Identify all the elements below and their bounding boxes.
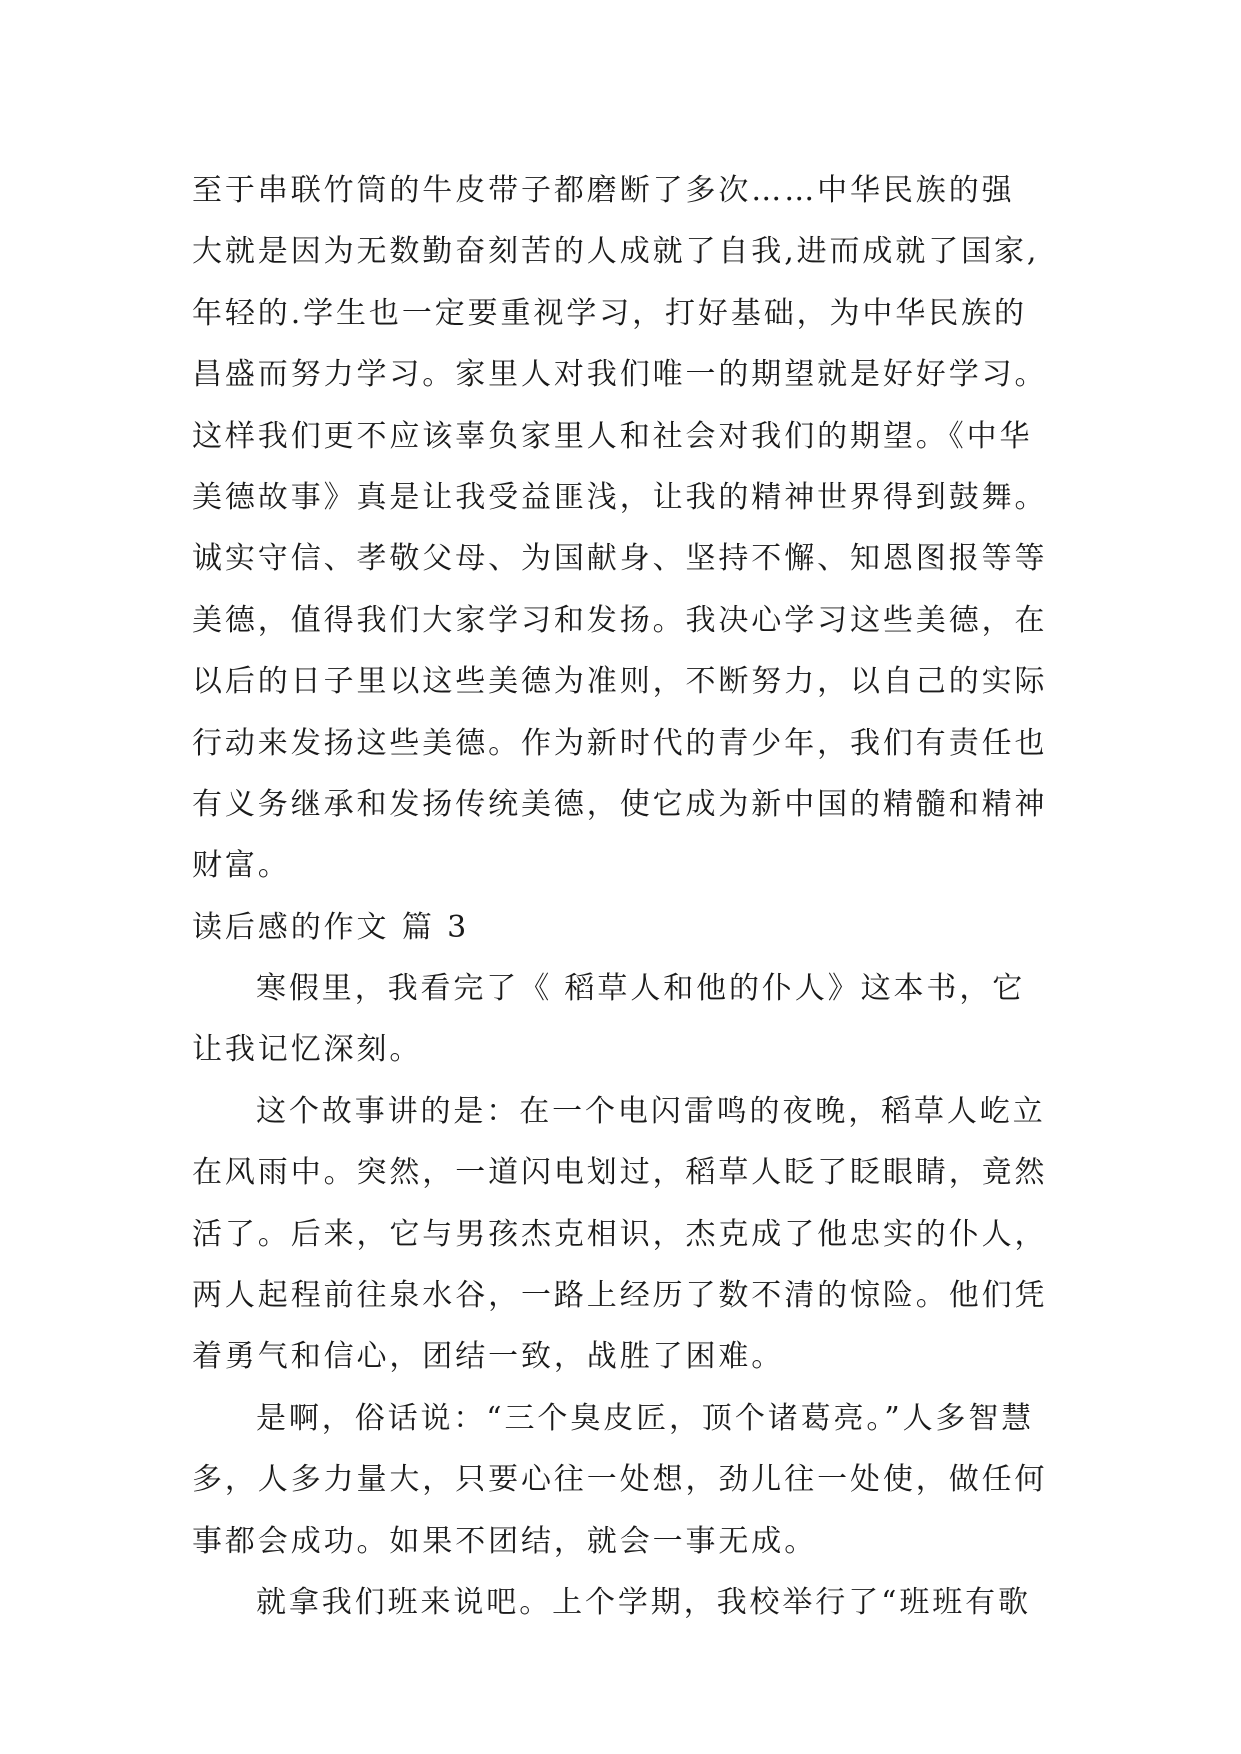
text-line: 以后的日子里以这些美德为准则，不断努力，以自己的实际 bbox=[192, 664, 1048, 700]
text-line: 活了。后来，它与男孩杰克相识，杰克成了他忠实的仆人， bbox=[192, 1216, 1048, 1252]
text-line: 大就是因为无数勤奋刻苦的人成就了自我,进而成就了国家, bbox=[192, 234, 1040, 270]
text-line: 事都会成功。如果不团结，就会一事无成。 bbox=[192, 1523, 818, 1559]
text-line: 着勇气和信心，团结一致，战胜了困难。 bbox=[192, 1339, 785, 1375]
text-line: 年轻的.学生也一定要重视学习，打好基础，为中华民族的 bbox=[192, 295, 1027, 331]
paragraph-first-line: 这个故事讲的是：在一个电闪雷鸣的夜晚，稻草人屹立 bbox=[256, 1093, 1046, 1129]
section-heading: 读后感的作文 篇 3 bbox=[192, 909, 470, 945]
text-line: 美德，值得我们大家学习和发扬。我决心学习这些美德，在 bbox=[192, 602, 1048, 638]
paragraph-first-line: 是啊，俗话说：“三个臭皮匠，顶个诸葛亮。”人多智慧 bbox=[256, 1400, 1035, 1436]
text-line: 诚实守信、孝敬父母、为国献身、坚持不懈、知恩图报等等 bbox=[192, 541, 1048, 577]
text-line: 美德故事》真是让我受益匪浅，让我的精神世界得到鼓舞。 bbox=[192, 479, 1048, 515]
text-line: 昌盛而努力学习。家里人对我们唯一的期望就是好好学习。 bbox=[192, 357, 1048, 393]
text-line: 有义务继承和发扬传统美德，使它成为新中国的精髓和精神 bbox=[192, 786, 1048, 822]
paragraph-first-line: 就拿我们班来说吧。上个学期，我校举行了“班班有歌 bbox=[256, 1584, 1031, 1620]
text-line: 这样我们更不应该辜负家里人和社会对我们的期望。《中华 bbox=[192, 418, 1033, 454]
document-body bbox=[192, 160, 1092, 1633]
text-line: 财富。 bbox=[192, 848, 291, 884]
text-line: 多，人多力量大，只要心往一处想，劲儿往一处使，做任何 bbox=[192, 1462, 1048, 1498]
text-line: 在风雨中。突然，一道闪电划过，稻草人眨了眨眼睛，竟然 bbox=[192, 1155, 1048, 1191]
text-line: 两人起程前往泉水谷，一路上经历了数不清的惊险。他们凭 bbox=[192, 1278, 1048, 1314]
paragraph-first-line: 寒假里，我看完了《 稻草人和他的仆人》这本书，它 bbox=[256, 971, 1026, 1007]
text-line: 行动来发扬这些美德。作为新时代的青少年，我们有责任也 bbox=[192, 725, 1048, 761]
text-line: 至于串联竹筒的牛皮带子都磨断了多次……中华民族的强 bbox=[192, 173, 1015, 208]
text-line: 让我记忆深刻。 bbox=[192, 1032, 423, 1068]
